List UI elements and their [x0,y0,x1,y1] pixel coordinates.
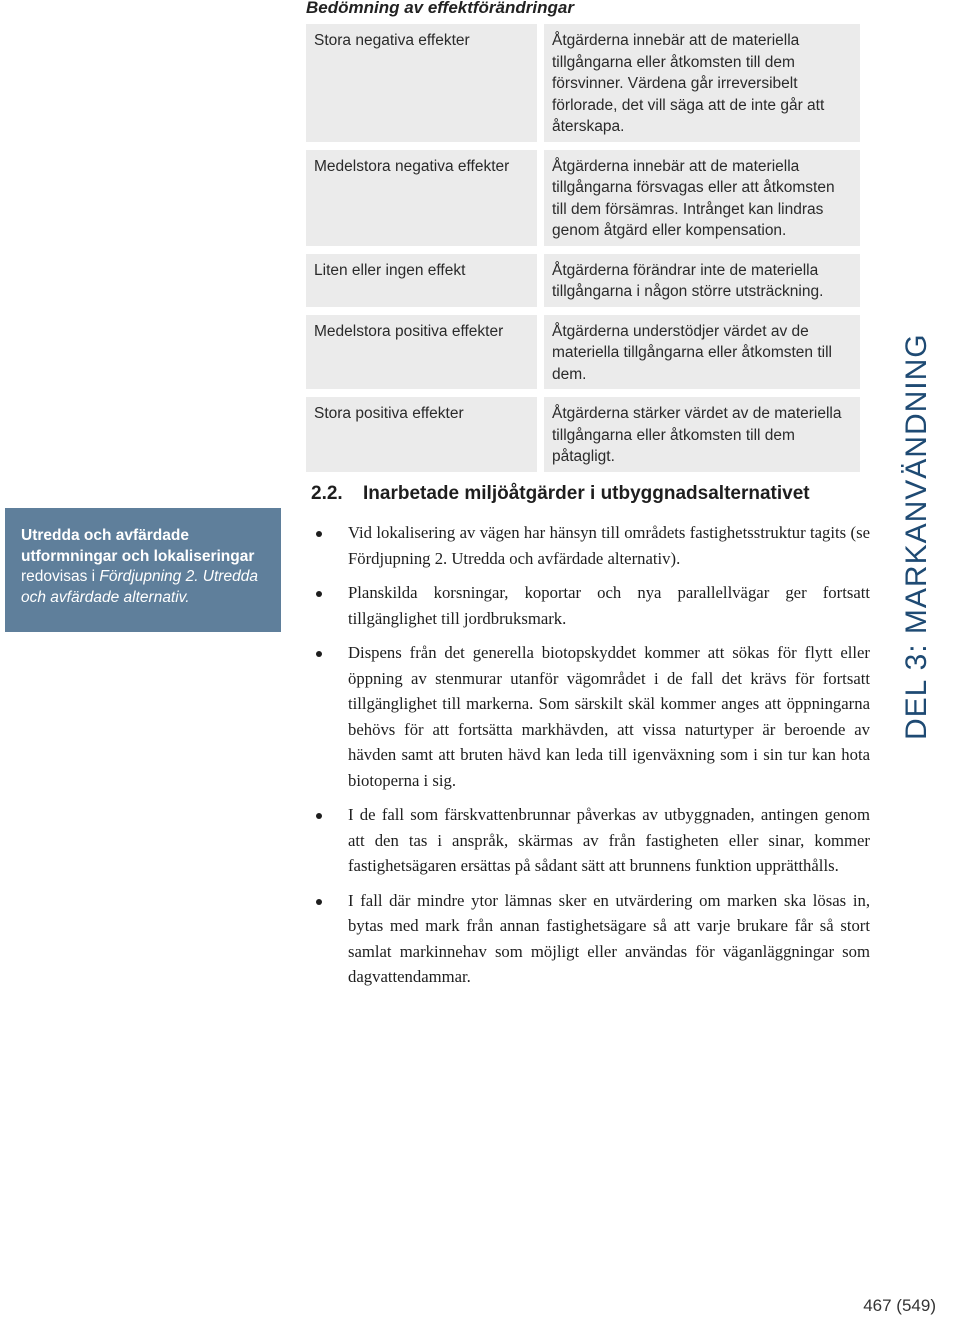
effect-level-label: Stora positiva effekter [306,397,537,472]
effect-description: Åtgärderna understödjer värdet av de materiella tillgångarna eller åtkomsten till dem. [544,315,860,390]
part-tab-label: DEL 3: MARKANVÄNDNING [900,333,933,740]
list-item [314,888,870,990]
effect-description: Åtgärderna förändrar inte de materiella tillgångarna i någon större utsträckning. [544,254,860,307]
bullet-icon [316,591,322,597]
effect-description: Åtgärderna innebär att de materiella tillgångarna försvagas eller att åtkomsten till dem försämras. Intrånget kan lindras genom åtgärd eller kompensation. [544,150,860,246]
bullet-icon [316,651,322,657]
bullet-icon [316,813,322,819]
sidebar-note [5,508,281,632]
sidebar-note-reference: Fördjupning 2. Utredda och avfärdade alternativ. [21,568,258,606]
sidebar-note-heading: Utredda och avfärdade utformningar och lokaliseringar [21,527,255,565]
effect-level-label: Stora negativa effekter [306,24,537,142]
table-title: Bedömning av effektförändringar [306,0,574,17]
table-row [306,254,860,307]
table-row [306,315,860,390]
list-item [314,520,870,571]
list-item [314,580,870,631]
section-number: 2.2. [311,483,343,504]
table-row [306,150,860,246]
table-row [306,24,860,142]
sidebar-note-text: redovisas i [21,568,96,585]
list-item [314,802,870,879]
table-row [306,397,860,472]
measures-list [314,520,870,999]
effect-description: Åtgärderna stärker värdet av de materiella tillgångarna eller åtkomsten till dem påtagligt. [544,397,860,472]
list-item-text: I de fall som färskvattenbrunnar påverkas av utbyggnaden, antingen genom att den tas i anspråk, skärmas av från fastigheten eller sinar, kommer fastighetsägaren ersättas på sådant sätt att brunnens funktion upprätthålls. [348,805,870,875]
list-item [314,640,870,793]
list-item-text: Planskilda korsningar, koportar och nya parallellvägar ger fortsatt tillgänglighet till jordbruksmark. [348,583,870,628]
bullet-icon [316,899,322,905]
section-title: Inarbetade miljöåtgärder i utbyggnadsalternativet [363,483,810,504]
section-heading [311,483,810,505]
effect-description: Åtgärderna innebär att de materiella tillgångarna eller åtkomsten till dem försvinner. Värdena går irreversibelt förlorade, det vill säga att de inte går att återskapa. [544,24,860,142]
page-number: 467 (549) [863,1296,936,1315]
list-item-text: Vid lokalisering av vägen har hänsyn till områdets fastighetsstruktur tagits (se Fördjupning 2. Utredda och avfärdade alternativ). [348,523,870,568]
effect-level-label: Liten eller ingen effekt [306,254,537,307]
list-item-text: Dispens från det generella biotopskyddet kommer att sökas för flytt eller öppning av stenmurar utanför vägområdet i de fall det krävs för fortsatt tillgänglighet till markerna. Som särskilt skäl kommer anges att öppningarna behövs för att fortsätta markhävden, att vissa naturtyper är beroende av hävden samt att bruten hävd kan leda till igenväxning som i sin tur kan hota biotoperna i sig. [348,643,870,790]
effect-level-label: Medelstora negativa effekter [306,150,537,246]
effect-assessment-table [306,24,860,480]
effect-level-label: Medelstora positiva effekter [306,315,537,390]
list-item-text: I fall där mindre ytor lämnas sker en utvärdering om marken ska lösas in, bytas med mark från annan fastighetsägare så att varje brukare får så stort samlat markinnehav som möjligt eller användas för väganläggningar som dagvattendammar. [348,890,870,986]
bullet-icon [316,531,322,537]
